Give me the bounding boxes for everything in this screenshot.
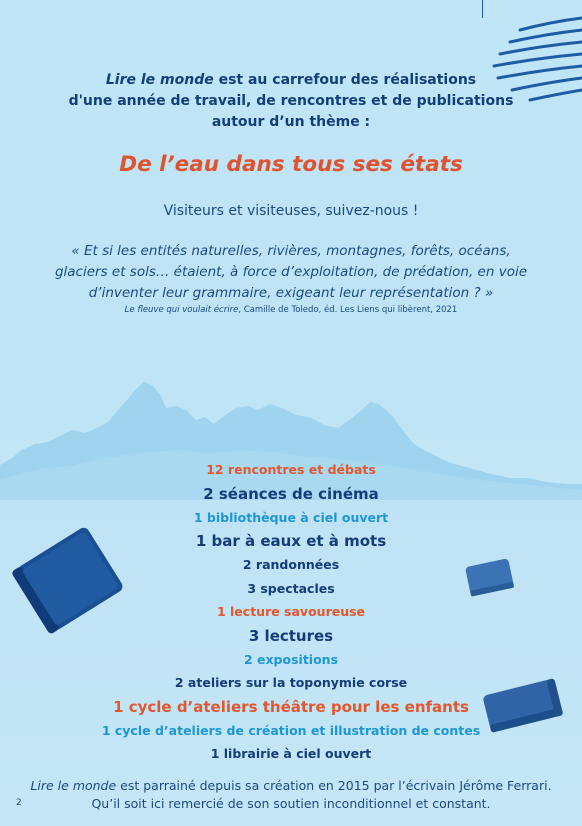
quote-source-title: Le fleuve qui voulait écrire: [124, 305, 239, 315]
activity-item: 3 lectures: [248, 626, 334, 645]
quote-source-rest: , Camille de Toledo, éd. Les Liens qui libèrent, 2021: [238, 305, 458, 315]
activity-item: 1 cycle d’ateliers de création et illustration de contes: [101, 722, 481, 738]
quote-source: [0, 305, 582, 315]
activity-item: 1 cycle d’ateliers théâtre pour les enfants: [113, 697, 469, 716]
activity-item: 1 librairie à ciel ouvert: [210, 746, 372, 761]
visitors-text: Visiteurs et visiteuses, suivez-nous !: [163, 203, 419, 219]
footer-lead-italic: Lire le monde: [30, 778, 117, 793]
activity-item: 12 rencontres et débats: [206, 462, 376, 477]
footer-line-1: [0, 777, 582, 795]
activity-item: 2 expositions: [243, 651, 339, 667]
activity-item: 1 bibliothèque à ciel ouvert: [193, 509, 389, 525]
footer-text: [0, 777, 582, 813]
footer-line-2: Qu’il soit ici remercié de son soutien inconditionnel et constant.: [91, 796, 491, 811]
quote-line-2: glaciers et sols… étaient, à force d’exploitation, de prédation, en voie: [54, 264, 528, 280]
intro-line-2: d'une année de travail, de rencontres et de publications: [68, 93, 514, 109]
activity-list: [0, 458, 582, 766]
quote-block: [30, 241, 552, 304]
intro-line-3: autour d’un thème :: [211, 114, 371, 130]
activity-item: 2 séances de cinéma: [203, 484, 379, 503]
activity-item: 1 bar à eaux et à mots: [195, 532, 387, 550]
theme-title: De l’eau dans tous ses états: [119, 152, 463, 177]
activity-item: 2 randonnées: [242, 557, 340, 572]
quote-line-3: d’inventer leur grammaire, exigeant leur représentation ? »: [88, 285, 494, 301]
intro-lead-italic: Lire le monde: [105, 72, 214, 88]
intro-paragraph: [0, 70, 582, 133]
intro-line-1: [0, 70, 582, 91]
page-number: 2: [16, 798, 22, 808]
activity-item: 2 ateliers sur la toponymie corse: [174, 675, 408, 690]
footer-line-1-rest: est parrainé depuis sa création en 2015 par l’écrivain Jérôme Ferrari.: [116, 778, 552, 793]
activity-item: 1 lecture savoureuse: [216, 604, 366, 619]
activity-item: 3 spectacles: [247, 580, 335, 596]
intro-line-1-rest: est au carrefour des réalisations: [213, 72, 477, 88]
quote-line-1: « Et si les entités naturelles, rivières, montagnes, forêts, océans,: [71, 243, 511, 259]
decorative-line: [482, 0, 483, 18]
